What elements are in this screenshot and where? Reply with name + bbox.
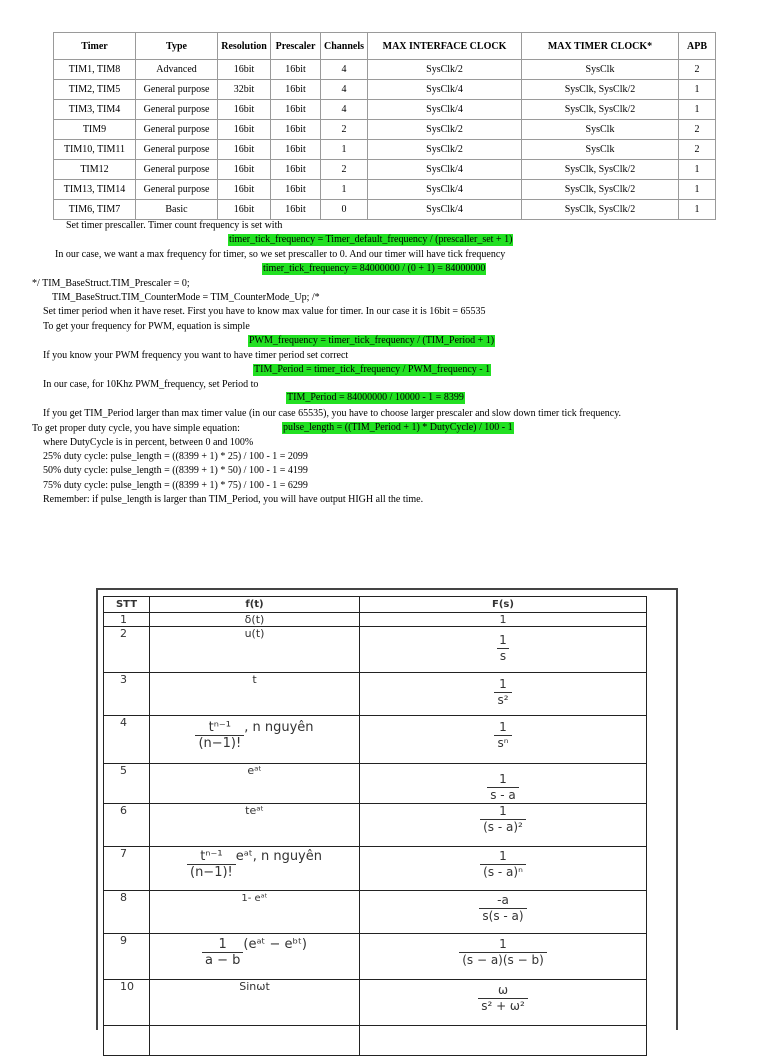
table-cell: General purpose [136,120,218,140]
row-number: 3 [104,673,150,716]
table-cell: 1 [321,180,368,200]
note-line: If you get TIM_Period larger than max timer value (in our case 65535), you have to choose larger prescaler and slow down timer tick frequency. [43,408,622,419]
table-cell: SysClk, SysClk/2 [522,160,679,180]
table-cell: 16bit [218,180,271,200]
table-cell: Basic [136,200,218,220]
table-cell: SysClk [522,140,679,160]
table-cell: General purpose [136,80,218,100]
row-number: 8 [104,891,150,934]
note-line: */ TIM_BaseStruct.TIM_Prescaler = 0; [32,278,190,289]
f-cell: teᵃᵗ [150,804,360,847]
table-cell: 4 [321,100,368,120]
table-cell: 2 [679,60,716,80]
timer-table [53,32,716,220]
table-row [104,891,647,934]
note-line: If you know your PWM frequency you want to have timer period set correct [43,350,349,361]
table-cell: 1 [679,160,716,180]
note-line: To get your frequency for PWM, equation is simple [43,321,250,332]
table-cell: 16bit [271,60,321,80]
table-cell: SysClk/4 [368,100,522,120]
table-row [54,80,716,100]
f-cell: t [150,673,360,716]
table-cell: 16bit [271,140,321,160]
f-cell [150,1026,360,1056]
laplace-table [103,596,647,1056]
row-number: 9 [104,934,150,980]
col-header: Channels [321,33,368,60]
table-cell: 1 [321,140,368,160]
f-cell: $\frac{\text{tⁿ⁻¹}}{(n-1)!}$ eᵃᵗ, n nguyên [150,847,360,891]
note-line: In our case, for 10Khz PWM_frequency, set Period to [43,379,259,390]
table-cell: 16bit [218,100,271,120]
row-number: 2 [104,627,150,673]
table-cell: 0 [321,200,368,220]
table-cell: TIM1, TIM8 [54,60,136,80]
col-header: MAX TIMER CLOCK* [522,33,679,60]
table-row [104,847,647,891]
table-row [54,180,716,200]
table-cell: SysClk, SysClk/2 [522,80,679,100]
note-line: 75% duty cycle: pulse_length = ((8399 + 1) * 75) / 100 - 1 = 6299 [43,480,308,491]
table-cell: TIM6, TIM7 [54,200,136,220]
f-cell: δ(t) [150,613,360,627]
F-cell: $\frac{1}{\text{sⁿ}}$ [360,716,647,764]
table-row [104,764,647,804]
table-cell: SysClk/2 [368,140,522,160]
table-cell: 16bit [218,160,271,180]
f-cell: eᵃᵗ [150,764,360,804]
table-cell: 16bit [218,60,271,80]
highlighted-formula: PWM_frequency = timer_tick_frequency / (TIM_Period + 1) [249,335,495,346]
highlighted-formula: timer_tick_frequency = 84000000 / (0 + 1) = 84000000 [263,263,486,274]
F-cell: $\frac{\omega}{\text{s² + ω²}}$ [360,980,647,1026]
note-line: To get proper duty cycle, you have simple equation: [32,423,240,434]
F-cell: $\frac{1}{s}$ [360,627,647,673]
table-cell: SysClk/2 [368,120,522,140]
table-cell: SysClk/4 [368,200,522,220]
table-cell: TIM13, TIM14 [54,180,136,200]
table-cell: 16bit [271,160,321,180]
table-row [104,980,647,1026]
F-cell: 1 [360,613,647,627]
table-cell: TIM2, TIM5 [54,80,136,100]
table-cell: 1 [679,200,716,220]
table-row [104,804,647,847]
table-cell: General purpose [136,100,218,120]
table-cell: TIM3, TIM4 [54,100,136,120]
row-number: 10 [104,980,150,1026]
table-cell: 1 [679,180,716,200]
table-row [54,140,716,160]
table-cell: SysClk/2 [368,60,522,80]
table-cell: General purpose [136,180,218,200]
table-cell: 16bit [271,200,321,220]
f-cell: u(t) [150,627,360,673]
table-cell: TIM10, TIM11 [54,140,136,160]
table-cell: 16bit [271,80,321,100]
F-cell: $\frac{1}{\text{s²}}$ [360,673,647,716]
table-cell: 32bit [218,80,271,100]
table-cell: SysClk, SysClk/2 [522,100,679,120]
table-row [104,1026,647,1056]
table-row [54,60,716,80]
F-cell: $\frac{-a}{s(s - a)}$ [360,891,647,934]
note-line: Set timer prescaller. Timer count frequency is set with [66,220,283,231]
table-cell: 16bit [218,120,271,140]
F-cell: $\frac{1}{\text{(s - a)²}}$ [360,804,647,847]
table-cell: 16bit [218,140,271,160]
f-cell: $\frac{\text{tⁿ⁻¹}}{(n-1)!}$ , n nguyên [150,716,360,764]
table-cell: 4 [321,80,368,100]
f-cell: Sinωt [150,980,360,1026]
table-cell: 16bit [271,180,321,200]
col-header: F(s) [360,597,647,613]
table-row [54,200,716,220]
table-cell: 2 [679,140,716,160]
col-header: Type [136,33,218,60]
col-header: Resolution [218,33,271,60]
col-header: STT [104,597,150,613]
note-line: In our case, we want a max frequency for timer, so we set prescaller to 0. And our timer will have tick frequency [55,249,506,260]
table-cell: TIM9 [54,120,136,140]
row-number: 5 [104,764,150,804]
table-cell: 16bit [271,120,321,140]
table-cell: SysClk [522,60,679,80]
note-line: 50% duty cycle: pulse_length = ((8399 + 1) * 50) / 100 - 1 = 4199 [43,465,308,476]
F-cell: $\frac{1}{\text{(s - a)ⁿ}}$ [360,847,647,891]
col-header: MAX INTERFACE CLOCK [368,33,522,60]
row-number: 4 [104,716,150,764]
table-cell: SysClk/4 [368,80,522,100]
table-cell: 4 [321,60,368,80]
table-cell: 1 [679,100,716,120]
table-row [104,627,647,673]
table-cell: General purpose [136,160,218,180]
F-cell: $\frac{1}{s - a}$ [360,764,647,804]
col-header: f(t) [150,597,360,613]
table-cell: Advanced [136,60,218,80]
table-cell: 16bit [271,100,321,120]
table-cell: General purpose [136,140,218,160]
table-row [104,934,647,980]
table-row [54,120,716,140]
highlighted-formula: pulse_length = ((TIM_Period + 1) * DutyCycle) / 100 - 1 [283,422,513,433]
F-cell: $\frac{1}{(s - a)(s - b)}$ [360,934,647,980]
row-number: 1 [104,613,150,627]
table-row [104,673,647,716]
table-row [54,160,716,180]
table-cell: 1 [679,80,716,100]
highlighted-formula: TIM_Period = 84000000 / 10000 - 1 = 8399 [287,392,464,403]
row-number [104,1026,150,1056]
highlighted-formula: timer_tick_frequency = Timer_default_frequency / (prescaller_set + 1) [229,234,513,245]
table-row [54,100,716,120]
table-row [104,716,647,764]
f-cell: 1- eᵃᵗ [150,891,360,934]
f-cell: $\frac{1}{a - b}$ (eᵃᵗ − eᵇᵗ) [150,934,360,980]
highlighted-formula: TIM_Period = timer_tick_frequency / PWM_frequency - 1 [254,364,491,375]
col-header: Timer [54,33,136,60]
col-header: Prescaler [271,33,321,60]
table-cell: 2 [321,120,368,140]
table-cell: SysClk [522,120,679,140]
table-cell: 16bit [218,200,271,220]
F-cell [360,1026,647,1056]
table-cell: SysClk, SysClk/2 [522,200,679,220]
table-cell: SysClk/4 [368,180,522,200]
note-line: 25% duty cycle: pulse_length = ((8399 + 1) * 25) / 100 - 1 = 2099 [43,451,308,462]
note-line: Remember: if pulse_length is larger than TIM_Period, you will have output HIGH all the time. [43,494,424,505]
row-number: 6 [104,804,150,847]
note-line: Set timer period when it have reset. First you have to know max value for timer. In our case it is 16bit = 65535 [43,306,486,317]
note-line: TIM_BaseStruct.TIM_CounterMode = TIM_CounterMode_Up; /* [52,292,320,303]
col-header: APB [679,33,716,60]
table-cell: TIM12 [54,160,136,180]
table-cell: 2 [679,120,716,140]
table-cell: 2 [321,160,368,180]
laplace-table-header [104,597,647,613]
timer-table-header [54,33,716,60]
table-row [104,613,647,627]
note-line: where DutyCycle is in percent, between 0 and 100% [43,437,254,448]
row-number: 7 [104,847,150,891]
table-cell: SysClk/4 [368,160,522,180]
table-cell: SysClk, SysClk/2 [522,180,679,200]
